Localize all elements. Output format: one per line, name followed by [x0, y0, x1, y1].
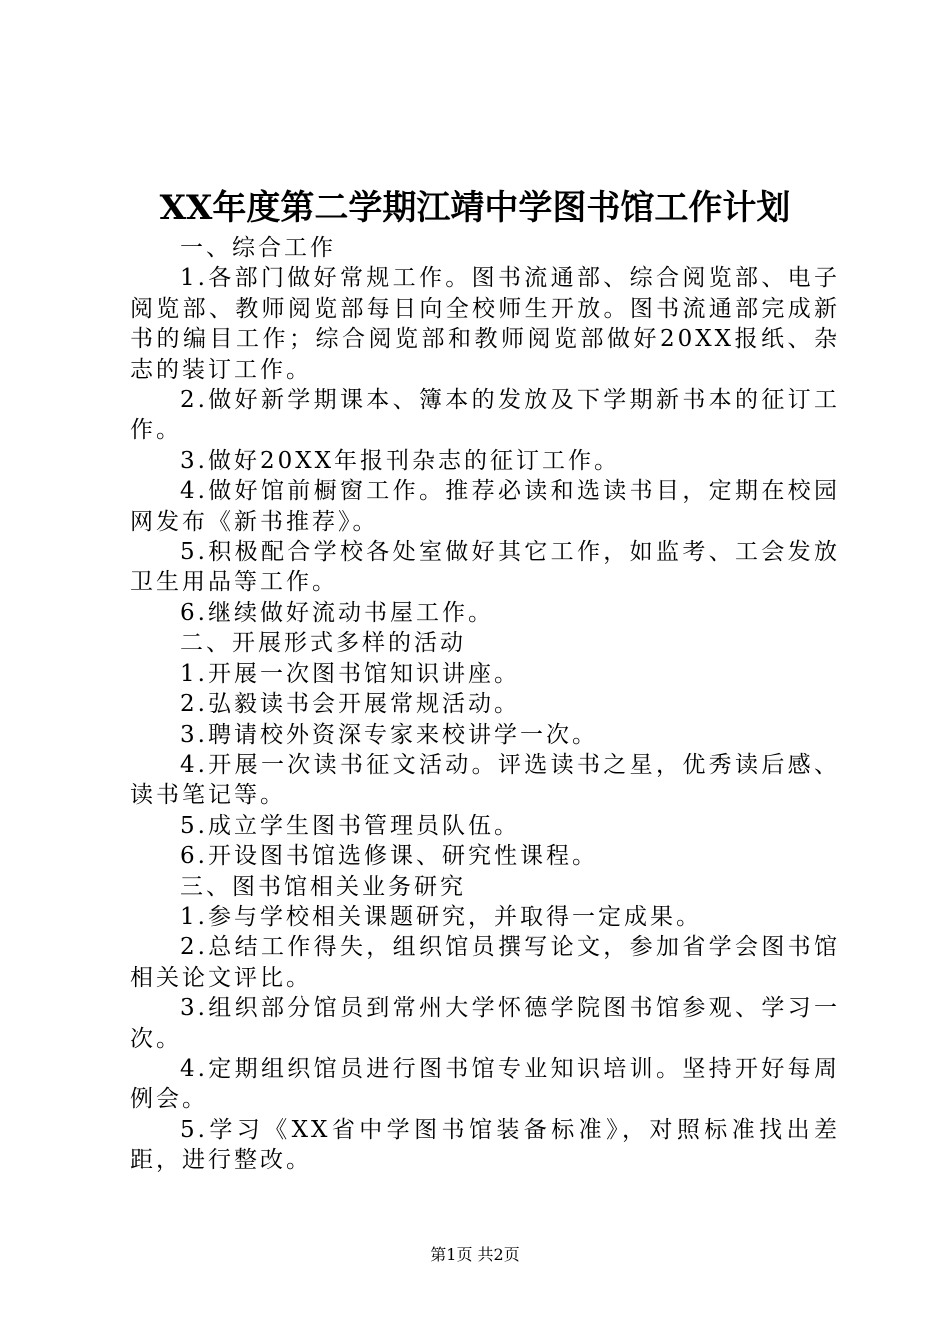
paragraph: 2.做好新学期课本、簿本的发放及下学期新书本的征订工作。 — [130, 387, 840, 444]
paragraph: 4.开展一次读书征文活动。评选读书之星，优秀读后感、读书笔记等。 — [130, 751, 840, 809]
paragraph: 5.学习《XX省中学图书馆装备标准》，对照标准找出差距，进行整改。 — [130, 1116, 840, 1174]
section-heading: 一、综合工作 — [180, 235, 336, 261]
paragraph: 6.开设图书馆选修课、研究性课程。 — [180, 843, 598, 870]
paragraph: 2.总结工作得失，组织馆员撰写论文，参加省学会图书馆相关论文评比。 — [130, 934, 840, 991]
page-footer: 第1页 共2页 — [430, 1245, 520, 1264]
paragraph: 6.继续做好流动书屋工作。 — [180, 599, 494, 626]
paragraph: 3.做好20XX年报刊杂志的征订工作。 — [180, 447, 620, 474]
paragraph: 4.做好馆前橱窗工作。推荐必读和选读书目，定期在校园网发布《新书推荐》。 — [130, 478, 840, 535]
document-body — [130, 233, 840, 1176]
paragraph: 1.各部门做好常规工作。图书流通部、综合阅览部、电子阅览部、教师阅览部每日向全校师生开放。图书流通部完成新书的编目工作；综合阅览部和教师阅览部做好20XX报纸、杂志的装订工作。 — [130, 265, 840, 383]
paragraph: 5.成立学生图书管理员队伍。 — [180, 812, 520, 839]
section-heading: 三、图书馆相关业务研究 — [180, 873, 466, 900]
paragraph: 5.积极配合学校各处室做好其它工作，如监考、工会发放卫生用品等工作。 — [130, 539, 840, 596]
paragraph: 1.参与学校相关课题研究，并取得一定成果。 — [180, 903, 702, 930]
paragraph: 3.聘请校外资深专家来校讲学一次。 — [180, 721, 598, 748]
section-heading: 二、开展形式多样的活动 — [180, 630, 466, 657]
paragraph: 3.组织部分馆员到常州大学怀德学院图书馆参观、学习一次。 — [130, 995, 840, 1052]
paragraph: 4.定期组织馆员进行图书馆专业知识培训。坚持开好每周例会。 — [130, 1055, 840, 1113]
paragraph: 1.开展一次图书馆知识讲座。 — [180, 660, 520, 687]
paragraph: 2.弘毅读书会开展常规活动。 — [180, 691, 520, 718]
document-title: XX年度第二学期江靖中学图书馆工作计划 — [159, 188, 791, 228]
